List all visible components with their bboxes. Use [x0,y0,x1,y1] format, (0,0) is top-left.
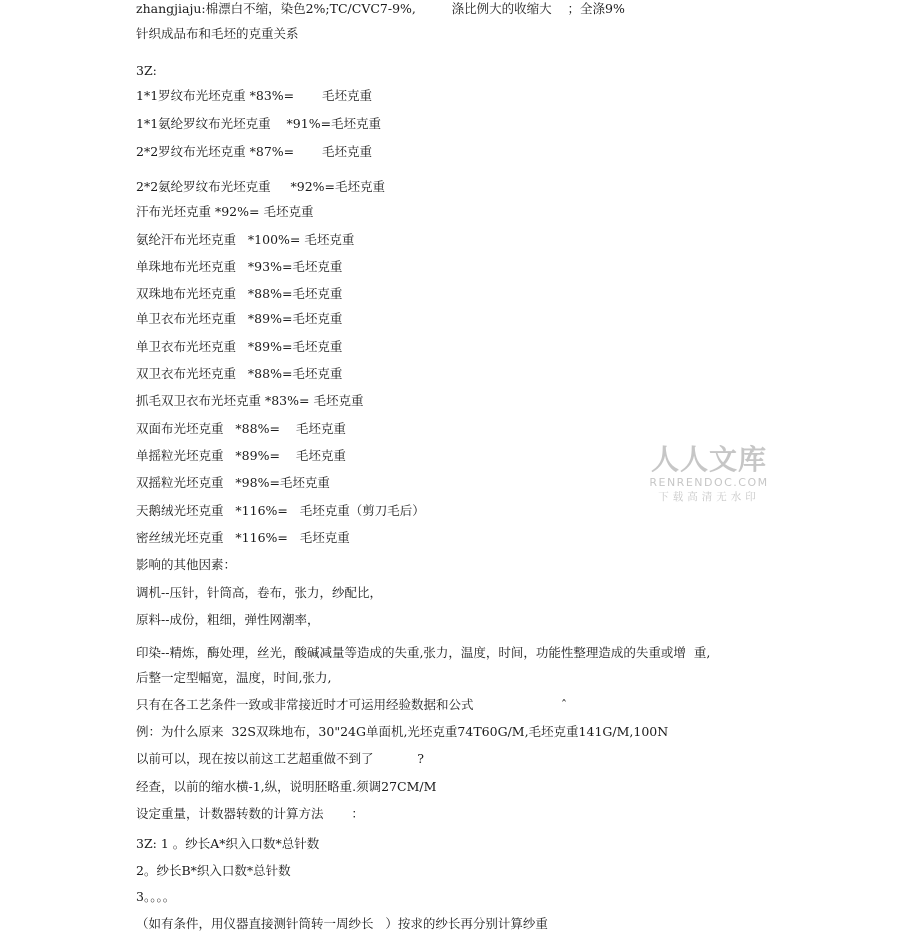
method-note: （如有条件，用仪器直接测针筒转一周纱长 ）按求的纱长再分别计算纱重 [136,916,548,931]
note-line: 只有在各工艺条件一致或非常接近时才可运用经验数据和公式 ˆ [136,697,568,712]
factor-line: 印染--精炼，酶处理，丝光，酸碱减量等造成的失重,张力，温度，时间，功能性整理造成的失重或增 重, [136,645,711,660]
weight-ratio-line: 氨纶汗布光坯克重 *100%= 毛坯克重 [136,232,355,247]
weight-ratio-line: 1*1罗纹布光坯克重 *83%= 毛坯克重 [136,88,372,103]
factor-line: 后整一定型幅宽，温度，时间,张力, [136,670,332,685]
factors-heading: 影响的其他因素： [136,557,237,572]
weight-ratio-line: 抓毛双卫衣布光坯克重 *83%= 毛坯克重 [136,393,364,408]
watermark-logo: 人人文库 [650,443,767,476]
example-line: 以前可以，现在按以前这工艺超重做不到了 ? [136,751,424,766]
subsection-label: 3Z: [136,63,157,78]
weight-ratio-line: 单摇粒光坯克重 *89%= 毛坯克重 [136,448,346,463]
example-line: 例：为什么原来 32S双珠地布，30"24G单面机,光坯克重74T60G/M,毛坯克重141G/M,100N [136,724,669,739]
weight-ratio-line: 单珠地布光坯克重 *93%=毛坯克重 [136,259,343,274]
method-heading: 设定重量，计数器转数的计算方法 ： [136,806,364,821]
weight-ratio-line: 1*1氨纶罗纹布光坯克重 *91%=毛坯克重 [136,116,382,131]
method-step: 3Z: 1 。纱长A*织入口数*总针数 [136,836,320,851]
weight-ratio-line: 汗布光坯克重 *92%= 毛坯克重 [136,204,314,219]
method-step: 2。纱长B*织入口数*总针数 [136,863,291,878]
example-line: 经查，以前的缩水横-1,纵，说明胚略重.须调27CM/M [136,779,437,794]
watermark-url: RENRENDOC.COM [649,476,769,489]
weight-ratio-line: 2*2氨纶罗纹布光坯克重 *92%=毛坯克重 [136,179,386,194]
method-step: 3。。。。 [136,889,176,904]
weight-ratio-line: 双珠地布光坯克重 *88%=毛坯克重 [136,286,343,301]
weight-ratio-line: 单卫衣布光坯克重 *89%=毛坯克重 [136,339,343,354]
section-heading: 针织成品布和毛坯的克重关系 [136,26,299,41]
weight-ratio-line: 双卫衣布光坯克重 *88%=毛坯克重 [136,366,343,381]
factor-line: 原料--成份，粗细，弹性网潮率， [136,612,320,627]
weight-ratio-line: 双摇粒光坯克重 *98%=毛坯克重 [136,475,330,490]
watermark-note: 下载高清无水印 [658,491,760,503]
weight-ratio-line: 双面布光坯克重 *88%= 毛坯克重 [136,421,346,436]
weight-ratio-line: 单卫衣布光坯克重 *89%=毛坯克重 [136,311,343,326]
weight-ratio-line: 密丝绒光坯克重 *116%= 毛坯克重 [136,530,350,545]
weight-ratio-line: 2*2罗纹布光坯克重 *87%= 毛坯克重 [136,144,372,159]
text-line-header: zhangjiaju:棉漂白不缩，染色2%;TC/CVC7-9%, 涤比例大的收缩大 ；全涤9% [136,1,625,16]
watermark [646,444,772,504]
weight-ratio-line: 天鹅绒光坯克重 *116%= 毛坯克重（剪刀毛后） [136,503,425,518]
factor-line: 调机--压针，针筒高，卷布，张力，纱配比， [136,585,382,600]
